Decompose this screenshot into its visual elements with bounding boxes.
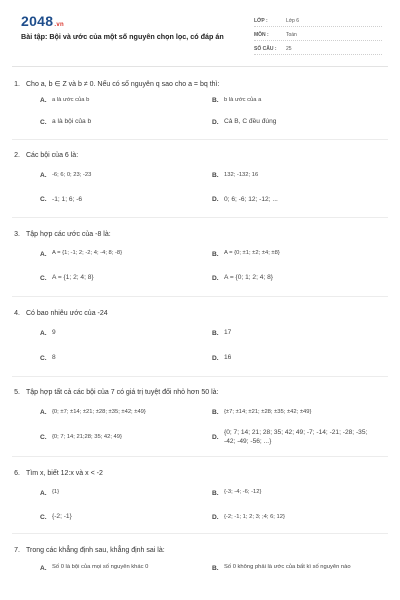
question-divider	[12, 533, 388, 534]
option-row	[40, 564, 400, 572]
question-divider	[12, 376, 388, 377]
option-text: a là bội của b	[52, 117, 92, 125]
option-letter: B.	[212, 489, 219, 497]
option-letter: B.	[212, 409, 219, 417]
option-letter: C.	[40, 118, 47, 126]
meta-key: LỚP :	[254, 17, 268, 24]
option-row	[40, 97, 400, 105]
question-1	[0, 78, 400, 127]
option-text: 9	[52, 329, 56, 337]
option-letter: A.	[40, 409, 47, 417]
option-row	[40, 513, 400, 522]
option-a[interactable]	[40, 409, 212, 417]
meta-key: MÔN :	[254, 31, 269, 38]
option-b[interactable]	[212, 409, 384, 417]
meta-box	[254, 15, 382, 57]
question-text: Các bội của 6 là:	[26, 152, 79, 160]
option-row	[40, 354, 400, 363]
question-text: Tập hợp tất cả các bội của 7 có giá trị tuyệt đối nhỏ hơn 50 là:	[26, 389, 219, 397]
option-text: {-2; -1}	[52, 513, 72, 521]
option-letter: D.	[212, 196, 219, 204]
option-text: {1}	[52, 489, 60, 496]
question-divider	[12, 296, 388, 297]
question-head	[0, 467, 400, 479]
option-text: 132; -132; 16	[224, 171, 259, 178]
question-3	[0, 228, 400, 283]
option-c[interactable]	[40, 196, 212, 205]
option-letter: C.	[40, 275, 47, 283]
question-7	[0, 544, 400, 572]
question-6	[0, 467, 400, 522]
option-letter: C.	[40, 434, 47, 442]
option-text: -6; 6; 0; 23; -23	[52, 171, 92, 178]
option-text: 0; 6; -6; 12; -12; ...	[224, 195, 278, 203]
option-text: {0; 7; 14; 21; 28; 35; 42; 49; -7; -14; -21; -28; -35; -42; -49; -56; ...}	[224, 428, 368, 445]
question-head	[0, 228, 400, 240]
meta-row-count	[254, 43, 382, 55]
option-text: -1; 1; 6; -6	[52, 195, 83, 203]
question-number: 1.	[14, 80, 20, 88]
question-4	[0, 307, 400, 363]
option-text: 16	[224, 354, 232, 361]
option-text: Số 0 là bội của mọi số nguyên khác 0	[52, 564, 149, 571]
option-letter: A.	[40, 330, 47, 338]
header-divider	[12, 66, 388, 67]
option-text: A = {1; -1; 2; -2; 4; -4; 8; -8}	[52, 250, 123, 257]
meta-value: 25	[286, 45, 292, 52]
question-number: 7.	[14, 546, 20, 554]
option-row	[40, 329, 400, 338]
option-row	[40, 489, 400, 497]
option-c[interactable]	[40, 354, 212, 363]
option-b[interactable]	[212, 250, 384, 258]
question-text: Tìm x, biết 12:x và x < -2	[26, 469, 103, 477]
option-text: {0; 7; 14; 21;28; 35; 42; 49}	[52, 433, 122, 440]
question-list	[0, 78, 400, 572]
option-letter: B.	[212, 564, 219, 572]
option-letter: B.	[212, 250, 219, 258]
option-letter: B.	[212, 97, 219, 105]
option-text: {±7; ±14; ±21; ±28; ±35; ±42; ±49}	[224, 408, 312, 415]
option-a[interactable]	[40, 489, 212, 497]
option-text: Số 0 không phải là ước của bất kì số nguyên nào	[224, 564, 351, 571]
option-c[interactable]	[40, 429, 212, 447]
question-text: Có bao nhiêu ước của -24	[26, 309, 108, 317]
option-d[interactable]	[212, 118, 384, 127]
question-head	[0, 307, 400, 319]
question-2	[0, 150, 400, 205]
option-text: 17	[224, 329, 232, 337]
option-row	[40, 274, 400, 283]
option-a[interactable]	[40, 329, 212, 338]
question-divider	[12, 139, 388, 140]
option-letter: A.	[40, 489, 47, 497]
option-letter: D.	[212, 118, 219, 126]
option-d[interactable]	[212, 196, 384, 205]
option-letter: A.	[40, 564, 47, 572]
option-text: A = {1; 2; 4; 8}	[52, 274, 94, 282]
meta-row-subject	[254, 29, 382, 41]
option-letter: D.	[212, 434, 219, 442]
option-row	[40, 172, 400, 180]
option-text: b là ước của a	[224, 97, 262, 103]
document-header	[0, 0, 400, 66]
option-letter: C.	[40, 514, 47, 522]
option-row	[40, 196, 400, 205]
option-b[interactable]	[212, 172, 384, 180]
option-d[interactable]	[212, 274, 384, 283]
option-row	[40, 409, 400, 417]
option-d[interactable]	[212, 429, 372, 447]
question-number: 4.	[14, 309, 20, 317]
meta-value: Lớp 6	[286, 17, 300, 24]
question-5	[0, 387, 400, 447]
option-letter: A.	[40, 97, 47, 105]
option-b[interactable]	[212, 97, 384, 105]
option-letter: B.	[212, 330, 219, 338]
option-c[interactable]	[40, 274, 212, 283]
site-logo[interactable]	[21, 13, 64, 29]
option-b[interactable]	[212, 489, 384, 497]
option-row	[40, 429, 400, 447]
option-text: 8	[52, 354, 56, 361]
option-b[interactable]	[212, 329, 384, 338]
option-a[interactable]	[40, 250, 212, 258]
option-letter: D.	[212, 275, 219, 283]
option-letter: A.	[40, 250, 47, 258]
question-text: Trong các khẳng định sau, khẳng định sai là:	[26, 546, 165, 554]
question-head	[0, 150, 400, 162]
question-head	[0, 544, 400, 556]
option-a[interactable]	[40, 172, 212, 180]
question-number: 5.	[14, 389, 20, 397]
option-c[interactable]	[40, 118, 212, 127]
question-head	[0, 78, 400, 90]
option-letter: B.	[212, 172, 219, 180]
option-letter: D.	[212, 354, 219, 362]
question-number: 3.	[14, 230, 20, 238]
option-c[interactable]	[40, 513, 212, 522]
question-text: Cho a, b ∈ Z và b ≠ 0. Nếu có số nguyên q sao cho a = bq thì:	[26, 81, 220, 88]
option-text: {-3; -4; -6; -12}	[224, 489, 262, 496]
option-text: A = {0; 1; 2; 4; 8}	[224, 274, 273, 282]
logo-suffix: .vn	[54, 22, 64, 28]
option-letter: A.	[40, 172, 47, 180]
question-number: 6.	[14, 469, 20, 477]
question-divider	[12, 456, 388, 457]
option-text: {-2; -1; 1; 2; 3; ;4; 6; 12}	[224, 513, 285, 520]
question-head	[0, 387, 400, 399]
option-a[interactable]	[40, 97, 212, 105]
option-letter: C.	[40, 354, 47, 362]
option-text: a là ước của b	[52, 97, 90, 103]
option-d[interactable]	[212, 354, 384, 363]
option-text: A = {0; ±1; ±2; ±4; ±8}	[224, 250, 280, 257]
meta-row-class	[254, 15, 382, 27]
option-text: {0; ±7; ±14; ±21; ±28; ±35; ±42; ±49}	[52, 408, 146, 415]
logo-text: 2048	[21, 13, 54, 29]
meta-value: Toán	[286, 31, 297, 38]
meta-key: SỐ CÂU :	[254, 45, 277, 52]
option-row	[40, 250, 400, 258]
option-b[interactable]	[212, 564, 362, 572]
option-text: Cả B, C đều đúng	[224, 117, 277, 125]
document-title: Bài tập: Bội và ước của một số nguyên chọn lọc, có đáp án	[21, 32, 224, 41]
option-letter: D.	[212, 514, 219, 522]
option-a[interactable]	[40, 564, 212, 572]
question-number: 2.	[14, 152, 20, 160]
option-d[interactable]	[212, 513, 384, 522]
question-text: Tập hợp các ước của -8 là:	[26, 230, 111, 238]
question-divider	[12, 217, 388, 218]
option-row	[40, 118, 400, 127]
option-letter: C.	[40, 196, 47, 204]
